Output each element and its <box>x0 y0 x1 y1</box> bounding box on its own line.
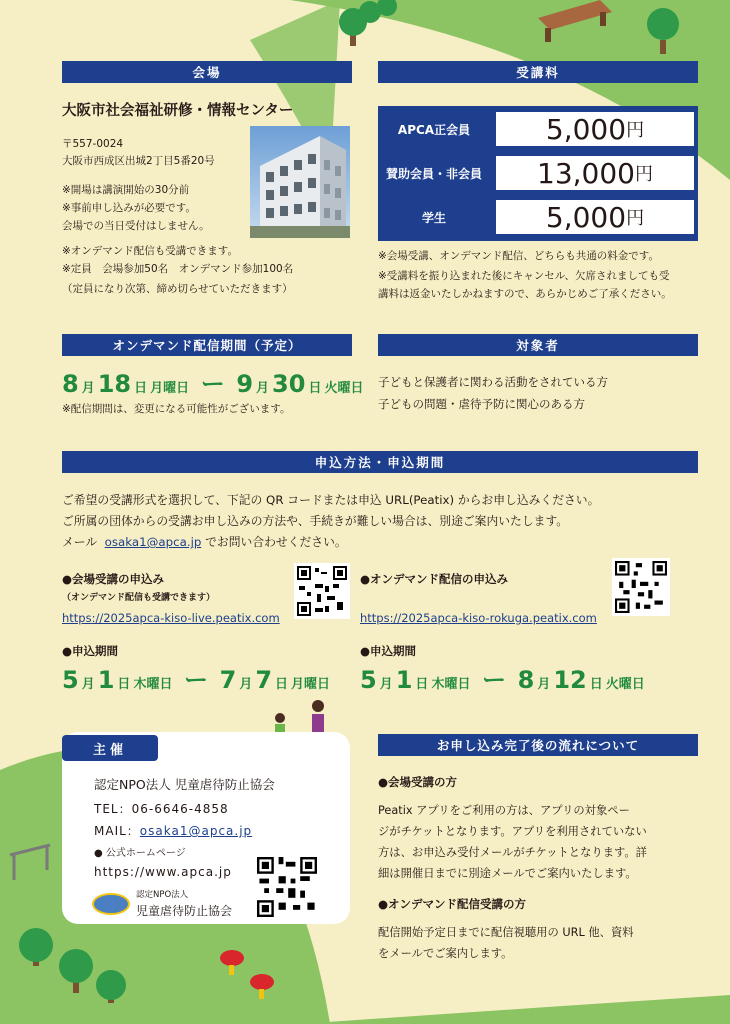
target-line: 子どもの問題・虐待予防に関心のある方 <box>378 397 585 411</box>
flow-venue-title: ●会場受講の方 <box>378 775 458 789</box>
live-title: ●会場受講の申込み <box>62 572 165 586</box>
live-sub: （オンデマンド配信も受講できます） <box>62 593 216 603</box>
apply-mail-link[interactable]: osaka1@apca.jp <box>104 535 202 549</box>
flow-venue-line: 細は開催日までに別途メールでご案内いたします。 <box>378 867 637 880</box>
flow-header: お申し込み完了後の流れについて <box>378 734 698 756</box>
venue-note: 会場での当日受付はしません。 <box>62 220 210 232</box>
fee-amount: 13,000 円 <box>496 156 694 190</box>
flow-venue-line: ジがチケットとなります。アプリを利用されていない <box>378 825 647 838</box>
fee-label: 賛助会員・非会員 <box>378 152 490 194</box>
live-url-link[interactable]: https://2025apca-kiso-live.peatix.com <box>62 611 280 625</box>
fee-row <box>378 196 698 238</box>
venue-note: ※オンデマンド配信も受講できます。 <box>62 245 238 257</box>
fee-header: 受講料 <box>378 61 698 83</box>
organizer-logo-icon <box>92 893 130 915</box>
apply-intro: ご希望の受講形式を選択して、下記の QR コードまたは申込 URL(Peatix) からお申し込みください。 <box>62 493 600 507</box>
target-line: 子どもと保護者に関わる活動をされている方 <box>378 375 608 389</box>
live-period: 5 月 1 日 木曜日 ー 7 月 7 日 月曜日 <box>62 666 331 694</box>
target-header: 対象者 <box>378 334 698 356</box>
flow-od-title: ●オンデマンド配信受講の方 <box>378 897 527 911</box>
apply-header: 申込方法・申込期間 <box>62 451 698 473</box>
organizer-logo-small: 認定NPO法人 <box>136 890 189 900</box>
od-title: ●オンデマンド配信の申込み <box>360 572 509 586</box>
organizer-name: 認定NPO法人 児童虐待防止協会 <box>94 777 275 792</box>
fee-label: 学生 <box>378 196 490 238</box>
venue-name: 大阪市社会福祉研修・情報センター <box>62 103 294 119</box>
od-url-link[interactable]: https://2025apca-kiso-rokuga.peatix.com <box>360 611 597 625</box>
organizer-tel: TEL：06-6646-4858 <box>94 802 229 816</box>
fee-row <box>378 152 698 194</box>
fee-amount: 5,000 円 <box>496 200 694 234</box>
organizer-mail-link[interactable]: osaka1@apca.jp <box>139 824 253 838</box>
fee-row <box>378 108 698 150</box>
fee-note: 講料は返金いたしかねますので、あらかじめご了承ください。 <box>378 288 672 300</box>
live-period-label: ●申込期間 <box>62 644 119 658</box>
od-period: 5 月 1 日 木曜日 ー 8 月 12 日 火曜日 <box>360 666 645 694</box>
organizer-hp-url[interactable]: https://www.apca.jp <box>94 865 232 879</box>
organizer-header: 主催 <box>62 735 158 761</box>
fee-amount: 5,000 円 <box>496 112 694 146</box>
organizer-hp-label: ● 公式ホームページ <box>94 848 186 859</box>
organizer-qr-code[interactable] <box>255 855 319 919</box>
organizer-logo-name: 児童虐待防止協会 <box>136 904 233 918</box>
flow-od-line: 配信開始予定日までに配信視聴用の URL 他、資料 <box>378 926 634 939</box>
flow-venue-line: Peatix アプリをご利用の方は、アプリの対象ペー <box>378 804 630 817</box>
venue-note: ※開場は講演開始の30分前 <box>62 184 190 196</box>
ondemand-note: ※配信期間は、変更になる可能性がございます。 <box>62 403 291 415</box>
ondemand-header: オンデマンド配信期間（予定） <box>62 334 352 356</box>
venue-note: ※事前申し込みが必要です。 <box>62 202 196 214</box>
apply-intro: ご所属の団体からの受講お申し込みの方法や、手続きが難しい場合は、別途ご案内いたします。 <box>62 514 569 528</box>
venue-header: 会場 <box>62 61 352 83</box>
flow-venue-line: 方は、お申込み受付メールがチケットとなります。詳 <box>378 846 647 859</box>
flow-od-line: をメールでご案内します。 <box>378 947 513 960</box>
venue-postal: 〒557-0024 <box>62 138 124 150</box>
live-qr-code[interactable] <box>294 563 350 619</box>
ondemand-period: 8 月 18 日 月曜日 ー 9 月 30 日 火曜日 <box>62 370 364 398</box>
venue-address: 大阪市西成区出城2丁目5番20号 <box>62 155 215 167</box>
fee-note: ※会場受講、オンデマンド配信、どちらも共通の料金です。 <box>378 250 659 262</box>
od-period-label: ●申込期間 <box>360 644 417 658</box>
od-qr-code[interactable] <box>612 558 670 616</box>
venue-note: （定員になり次第、締め切らせていただきます） <box>62 283 293 295</box>
organizer-mail-line: MAIL：osaka1@apca.jp <box>94 824 253 838</box>
fee-label: APCA正会員 <box>378 108 490 150</box>
building-photo <box>250 126 350 238</box>
fee-note: ※受講料を振り込まれた後にキャンセル、欠席されましても受 <box>378 270 670 282</box>
venue-note: ※定員 会場参加50名 オンデマンド参加100名 <box>62 263 294 275</box>
apply-mail-line: メール osaka1@apca.jp でお問い合わせください。 <box>62 535 347 549</box>
